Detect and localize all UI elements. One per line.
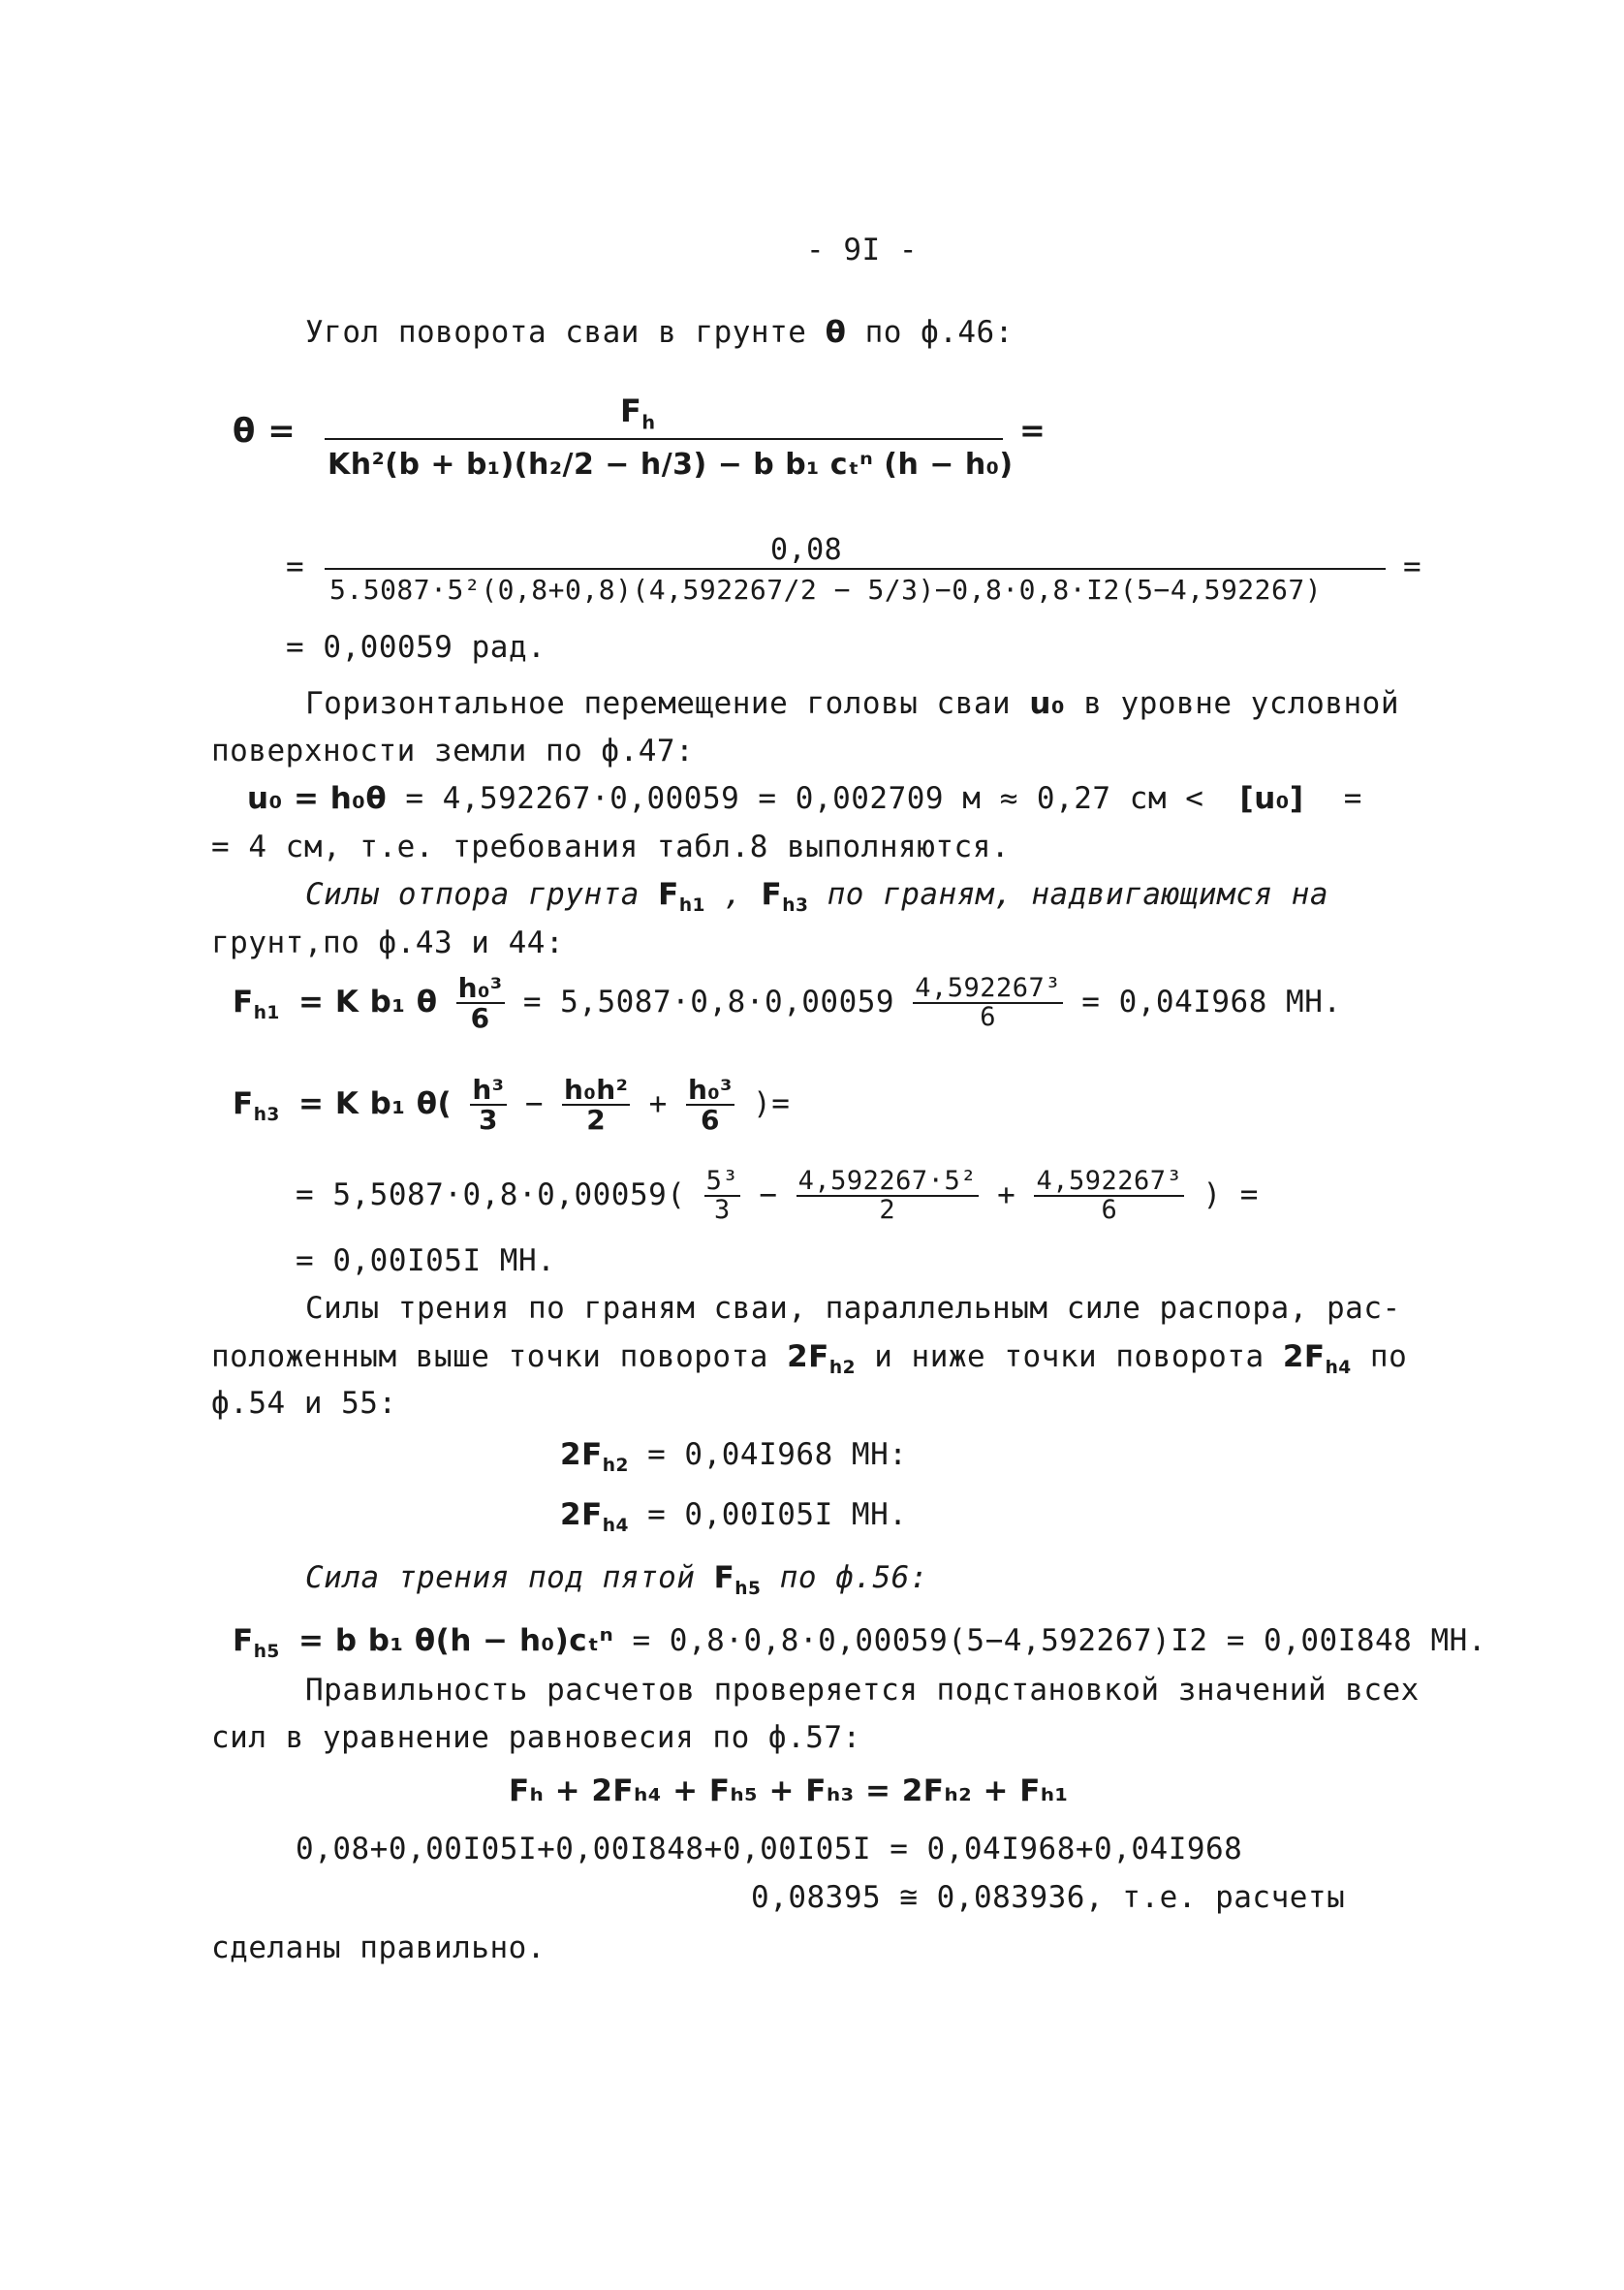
- intro-theta-text: Угол поворота сваи в грунте: [305, 315, 807, 350]
- para-check-line2: сил в уравнение равновесия по ф.57:: [211, 1720, 861, 1755]
- page-number: - 9I -: [806, 233, 918, 267]
- balance-result: 0,08395 ≅ 0,083936, т.е. расчеты: [751, 1880, 1346, 1915]
- balance-equation: Fₕ + 2Fₕ₄ + Fₕ₅ + Fₕ₃ = 2Fₕ₂ + Fₕ₁: [509, 1773, 1069, 1808]
- para-u0-line2: поверхности земли по ф.47:: [211, 734, 695, 769]
- para-friction-line2: положенным выше точки поворота $2F_{h2}$ и ниже точки поворота $2F_{h4}$ по: [211, 1339, 1408, 1379]
- fh5-equation: $F_{h5} = b$ b₁ θ(h − h₀)cₜⁿ = 0,8·0,8·0,00059(5−4,592267)I2 = 0,00I848 МН.: [233, 1623, 1486, 1663]
- theta-result: = 0,00059 рад.: [286, 630, 547, 665]
- fh3-result: = 0,00I05I МН.: [296, 1243, 556, 1278]
- theta-formula-lhs: θ =: [233, 412, 297, 451]
- intro-theta-ref: по ф.46:: [864, 315, 1014, 350]
- theta-numeric-denominator: 5.5087·5²(0,8+0,8)(4,592267/2 − 5/3)−0,8·0,8·I2(5−4,592267): [329, 574, 1323, 606]
- fh3-equation: $F_{h3} = K$ b₁ θ( $\frac{\text{h³}}{3}$ − $\frac{\text{h₀h²}}{2}$ + $\frac{\text{h₀³}}{6}$ )=: [233, 1074, 791, 1137]
- theta-formula-eq: =: [1019, 412, 1046, 449]
- para-check-line1: Правильность расчетов проверяется подстановкой значений всех: [305, 1673, 1420, 1708]
- u0-line2: = 4 см, т.е. требования табл.8 выполняются.: [211, 830, 1011, 864]
- final-line: сделаны правильно.: [211, 1930, 546, 1965]
- theta-formula-fraction-bar: [325, 438, 1003, 440]
- u0-symbol: u₀: [1029, 686, 1066, 721]
- fh3-numeric: = 5,5087·0,8·0,00059( $\frac{\text{5³}}{3}$ − $\frac{\text{4,592267·5²}}{2}$ + $\frac{\text{4,592267³}}{6}$ ) =: [296, 1166, 1259, 1226]
- u0-equation: u₀ = h₀θ = 4,592267·0,00059 = 0,002709 м ≈ 0,27 см < [u₀] =: [247, 781, 1362, 816]
- para-friction-line3: ф.54 и 55:: [211, 1386, 397, 1421]
- fh1-equation: $F_{h1} = K$ b₁ θ $\frac{\text{h₀³}}{6}$ = 5,5087·0,8·0,00059 $\frac{\text{4,592267³}}{6}$ = 0,04I968 МН.: [233, 972, 1342, 1035]
- para-fh-line2: грунт,по ф.43 и 44:: [211, 925, 565, 960]
- theta-symbol: θ: [825, 315, 847, 350]
- theta-formula-denominator: Kh²(b + b₁)(h₂/2 − h/3) − b b₁ cₜⁿ (h − h₀): [328, 448, 1014, 482]
- u0-eq-rhs: = 4,592267·0,00059 = 0,002709 м ≈ 0,27 см <: [405, 781, 1204, 816]
- para-friction-line1: Силы трения по граням сваи, параллельным силе распора, рас-: [305, 1291, 1401, 1326]
- fh2-equation: $2F_{h2} = 0,04I968$ МН:: [560, 1437, 908, 1477]
- u0-eq-limit: [u₀]: [1239, 781, 1304, 816]
- para-fh-line1: Силы отпора грунта $F_{h1}$ , $F_{h3}$ по граням, надвигающимся на: [305, 877, 1328, 917]
- theta-numeric-fraction-bar: [325, 568, 1386, 570]
- para-u0-line1: Горизонтальное перемещение головы сваи u₀ в уровне условной: [305, 686, 1399, 721]
- balance-numeric: 0,08+0,00I05I+0,00I848+0,00I05I = 0,04I968+0,04I968: [296, 1832, 1243, 1867]
- theta-numeric-numerator: 0,08: [770, 533, 843, 567]
- u0-eq-lhs: u₀ = h₀θ: [247, 781, 388, 816]
- intro-theta-line: [305, 315, 1014, 350]
- fh4-equation: $2F_{h4} = 0,00I05I$ МН.: [560, 1497, 908, 1537]
- theta-formula-numerator: $F_h$: [620, 392, 656, 434]
- theta-numeric-eq-left: =: [286, 549, 305, 584]
- para-heel: Сила трения под пятой $F_{h5}$ по ф.56:: [305, 1560, 928, 1600]
- theta-numeric-eq-right: =: [1403, 549, 1422, 584]
